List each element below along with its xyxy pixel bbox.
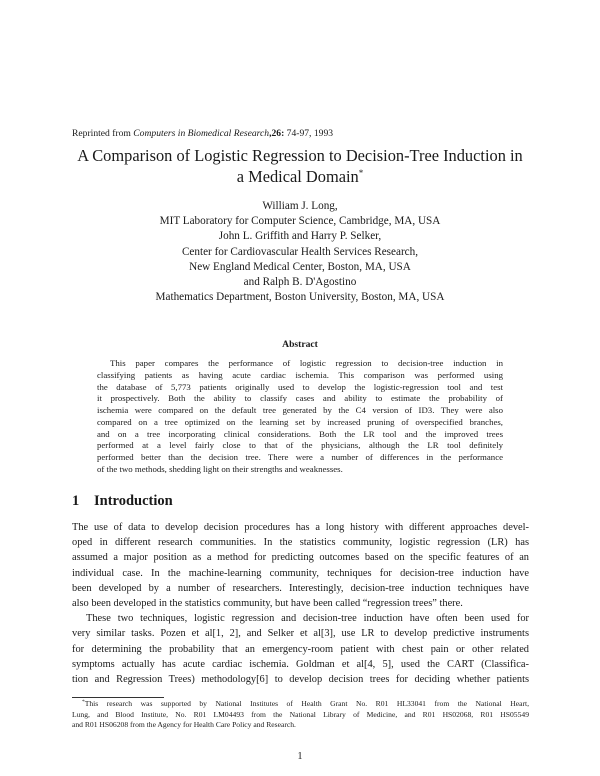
author-line: New England Medical Center, Boston, MA, USA (189, 260, 411, 273)
abstract-line: it prospectively. Both the ability to classify cases and ability to estimate the probability of (97, 393, 503, 404)
author-line: and Ralph B. D'Agostino (243, 276, 357, 289)
abstract-line: classifying patients as having acute cardiac ischemia. This comparison was performed using (97, 369, 503, 380)
body-line: oped in different research communities. In the statistics community, logistic regression (LR) has (72, 537, 529, 549)
body-line: tion and Regression Trees) methodology[6] to develop decision trees for deciding whether patients (72, 674, 529, 686)
author-line: Center for Cardiovascular Health Services Research, (181, 245, 419, 258)
abstract-line: ischemia were compared on the default tree generated by the C4 version of ID3. They were also (97, 405, 503, 415)
body-line: for determining the probability that an emergency-room patient with chest pain or other related (72, 643, 529, 655)
abstract-line: performed better than the decision tree. There were a number of differences in the performance (97, 452, 503, 462)
footnote-line-text: This research was supported by National Institutes of Health Grant No. R01 HL33041 from the National Heart, (84, 699, 529, 708)
abstract-line: performed at a level fairly close to that of the physicians, although the LR tool definitely (97, 440, 503, 451)
footnote-mark: * (82, 699, 85, 705)
body-line: been developed by a number of researchers. Interestingly, decision-tree induction techniques have (72, 582, 529, 594)
body-line: The use of data to develop decision procedures has a long history with different approaches devel- (72, 522, 529, 533)
footnote (72, 699, 529, 731)
body-line: also been developed in the statistics community, but have been called “regression trees” there. (72, 598, 463, 610)
title-line-2-text: a Medical Domain (236, 167, 359, 186)
footnote-rule (72, 697, 164, 698)
footnote-line: Lung, and Blood Institute, No. R01 LM04493 from the National Library of Medicine, and R01 HS02068, R01 HS05549 (72, 709, 529, 719)
journal-volume: ,26: (269, 128, 285, 139)
author-line: William J. Long, (262, 200, 338, 212)
body-line: individual case. In the machine-learning community, techniques for decision-tree induction have (72, 567, 529, 579)
title-line-2 (40, 166, 560, 187)
body-line: These two techniques, logistic regression and decision-tree induction have often been used for (86, 613, 529, 625)
abstract-text (97, 358, 503, 476)
abstract-line: and on a tree incorporating clinical considerations. Both the LR tool and the improved trees (97, 428, 503, 439)
author-line: Mathematics Department, Boston University, Boston, MA, USA (155, 291, 445, 304)
body-line: symptoms actually has acute cardiac ischemia. Goldman et al[4, 5], used the CART (Classifica- (72, 658, 529, 670)
abstract-line: compared on a tree optimized on the learning set by increased pruning of overspecified branches, (97, 416, 503, 427)
footnote-line (72, 699, 529, 710)
journal-pages-year: 74-97, 1993 (284, 128, 334, 139)
abstract-heading: Abstract (282, 339, 318, 350)
journal-name: Computers in Biomedical Research (133, 128, 270, 139)
paper-title (40, 145, 560, 187)
body-text (72, 520, 529, 687)
author-line: MIT Laboratory for Computer Science, Cambridge, MA, USA (159, 215, 441, 228)
reprint-notice (72, 128, 333, 139)
abstract-line: This paper compares the performance of logistic regression to decision-tree induction in (110, 358, 503, 368)
page-number: 1 (297, 751, 303, 762)
abstract-line: the database of 5,773 patients originally used to develop the logistic-regression tool and test (97, 381, 503, 392)
abstract-line: of the two methods, shedding light on their strengths and weaknesses. (97, 463, 343, 474)
reprint-prefix: Reprinted from (72, 128, 134, 139)
body-line: assumed a major position as a method for predicting outcomes based on the specific features of an (72, 552, 529, 564)
author-block (60, 199, 540, 305)
footnote-line: and R01 HS06208 from the Agency for Health Care Policy and Research. (72, 720, 296, 730)
title-line-1: A Comparison of Logistic Regression to Decision-Tree Induction in (77, 146, 523, 165)
author-line: John L. Griffith and Harry P. Selker, (218, 230, 382, 243)
title-footnote-mark: * (358, 168, 364, 178)
section-number: 1 (72, 493, 80, 509)
section-heading (72, 493, 173, 510)
body-line: very similar tasks. Pozen et al[1, 2], and Selker et al[3], use LR to develop predictive instruments (72, 628, 529, 640)
section-title: Introduction (94, 493, 173, 509)
